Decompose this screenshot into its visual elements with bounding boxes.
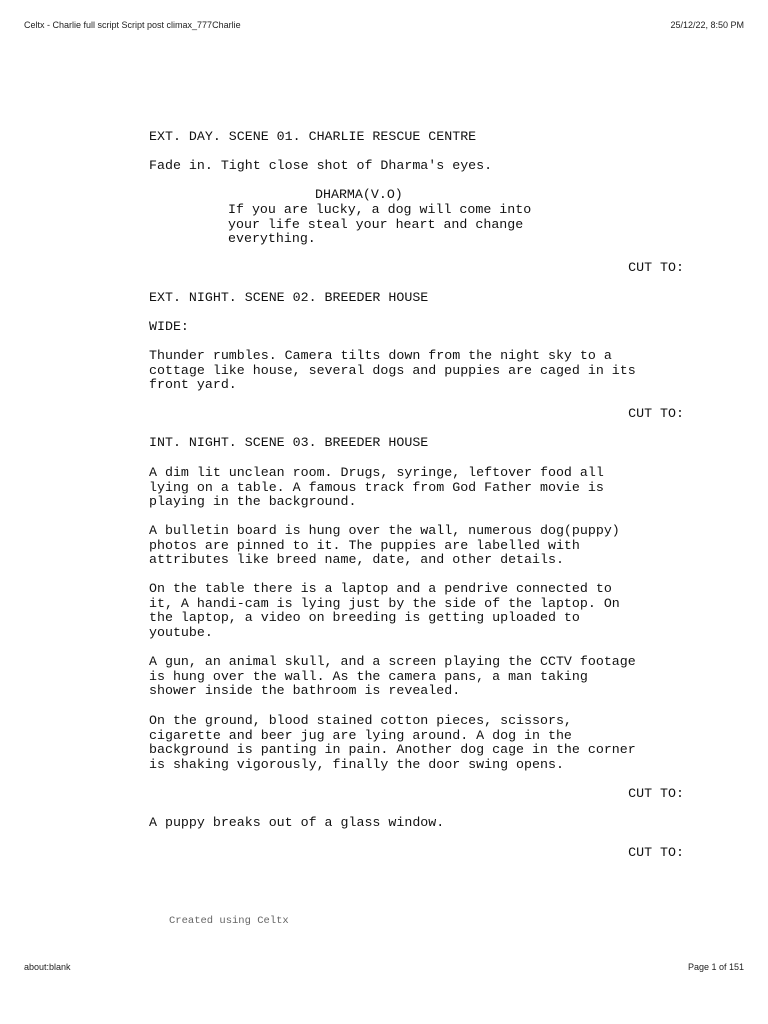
action-text: A puppy breaks out of a glass window. [149, 815, 445, 830]
dialogue-text: If you are lucky, a dog will come into your life steal your heart and change everything. [228, 202, 532, 247]
document-title: Celtx - Charlie full script Script post climax_777Charlie [24, 20, 241, 30]
scene-heading: EXT. DAY. SCENE 01. CHARLIE RESCUE CENTRE [149, 129, 477, 144]
transition: CUT TO: [628, 406, 684, 421]
page-indicator: Page 1 of 151 [687, 962, 744, 972]
action-text: A dim lit unclean room. Drugs, syringe, leftover food all lying on a table. A famous track from God Father movie is playing in the background. [149, 465, 604, 510]
page-url: about:blank [24, 962, 71, 972]
print-timestamp: 25/12/22, 8:50 PM [670, 20, 744, 30]
scene-heading: EXT. NIGHT. SCENE 02. BREEDER HOUSE [149, 290, 429, 305]
transition: CUT TO: [628, 845, 684, 860]
action-text: On the ground, blood stained cotton pieces, scissors, cigarette and beer jug are lying around. A dog in the background is panting in pain. Another dog cage in the corner is shaking vigorously, finally the door swing opens. [149, 713, 636, 772]
action-text: A bulletin board is hung over the wall, numerous dog(puppy) photos are pinned to it. The puppies are labelled with attributes like breed name, date, and other details. [149, 523, 620, 568]
shot-direction: WIDE: [149, 319, 189, 334]
action-text: Thunder rumbles. Camera tilts down from the night sky to a cottage like house, several dogs and puppies are caged in its front yard. [149, 348, 636, 393]
celtx-credit: Created using Celtx [169, 915, 289, 927]
transition: CUT TO: [628, 260, 684, 275]
character-name: DHARMA(V.O) [315, 187, 403, 202]
action-text: A gun, an animal skull, and a screen playing the CCTV footage is hung over the wall. As the camera pans, a man taking shower inside the bathroom is revealed. [149, 654, 636, 699]
action-text: Fade in. Tight close shot of Dharma's eyes. [149, 158, 493, 173]
scene-heading: INT. NIGHT. SCENE 03. BREEDER HOUSE [149, 435, 429, 450]
transition: CUT TO: [628, 786, 684, 801]
action-text: On the table there is a laptop and a pendrive connected to it, A handi-cam is lying just by the side of the laptop. On the laptop, a video on breeding is getting uploaded to youtube. [149, 581, 620, 640]
